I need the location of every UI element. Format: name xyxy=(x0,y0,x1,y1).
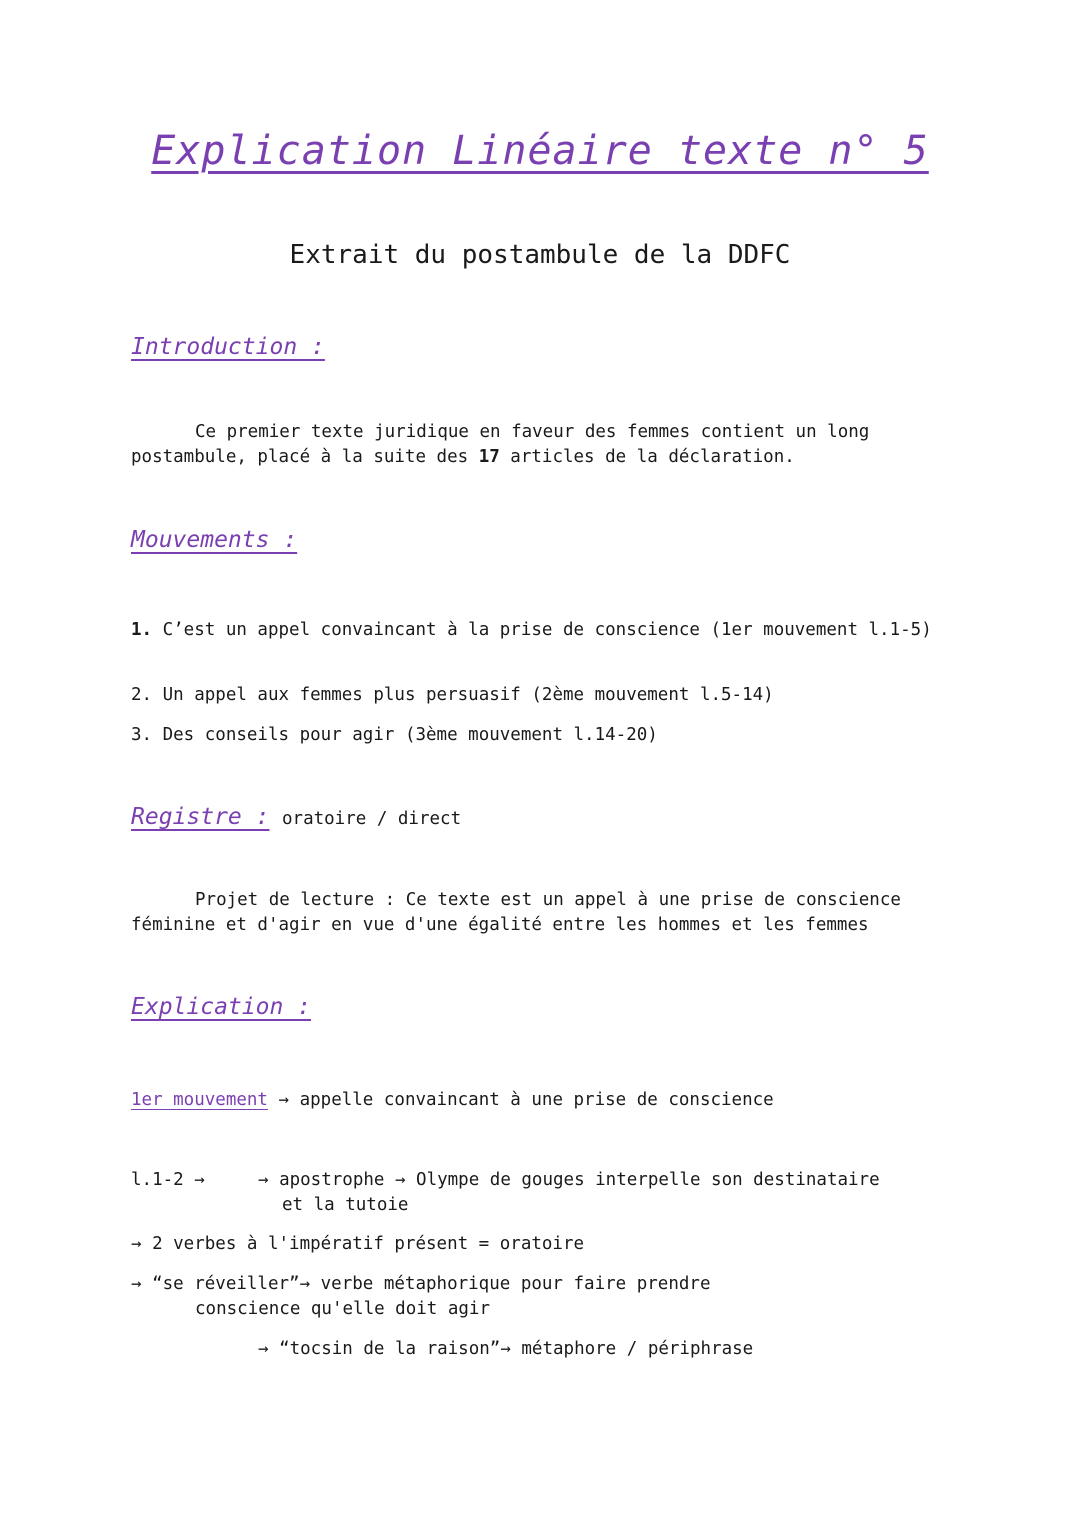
analysis-bullet-3: → “tocsin de la raison”→ métaphore / périphrase xyxy=(258,1339,754,1359)
line-reference-note-1: → apostrophe → Olympe de gouges interpelle son destinataire xyxy=(258,1170,880,1190)
registre-value: oratoire / direct xyxy=(282,809,462,829)
mouvement-item-1 xyxy=(131,618,946,643)
introduction-heading: Introduction : xyxy=(131,334,325,360)
mouvement-item-3 xyxy=(131,723,951,748)
analysis-bullet-1: → 2 verbes à l'impératif présent = oratoire xyxy=(131,1234,585,1254)
line-reference-note-2: et la tutoie xyxy=(282,1195,409,1215)
mouvement-item-number: 2. xyxy=(131,685,153,705)
analysis-bullet-2-line-2: conscience qu'elle doit agir xyxy=(195,1299,491,1319)
mouvement-1-description: → appelle convaincant à une prise de conscience xyxy=(278,1090,774,1110)
mouvement-item-text: Un appel aux femmes plus persuasif (2ème mouvement l.5-14) xyxy=(152,685,774,705)
line-reference: l.1-2 → xyxy=(131,1170,205,1190)
mouvement-item-number: 3. xyxy=(131,725,153,745)
projet-de-lecture: Projet de lecture : Ce texte est un appel à une prise de conscience féminine et d'agir en vue d'une égalité entre les hommes et les femmes xyxy=(131,890,901,935)
mouvement-1-line xyxy=(131,1088,774,1113)
analysis-bullet-2-line-1: → “se réveiller”→ verbe métaphorique pour faire prendre xyxy=(131,1274,711,1294)
mouvements-heading: Mouvements : xyxy=(131,527,298,553)
page-title xyxy=(0,128,1080,174)
explication-heading: Explication : xyxy=(131,994,312,1020)
mouvement-item-text: C’est un appel convaincant à la prise de conscience (1er mouvement l.1-5) xyxy=(152,620,932,640)
page-subtitle: Extrait du postambule de la DDFC xyxy=(289,240,791,270)
introduction-text-1: Ce premier texte juridique en faveur des femmes contient un long postambule, placé à la suite des xyxy=(131,422,870,467)
introduction-paragraph xyxy=(131,420,951,470)
mouvement-1-label: 1er mouvement xyxy=(131,1090,268,1110)
mouvement-item-text: Des conseils pour agir (3ème mouvement l.14-20) xyxy=(152,725,658,745)
introduction-text-bold: 17 xyxy=(478,447,500,467)
introduction-text-2: articles de la déclaration. xyxy=(499,447,795,467)
page-title-text: Explication Linéaire texte n° 5 xyxy=(151,128,929,174)
registre-heading: Registre : xyxy=(131,804,270,830)
mouvement-item-2 xyxy=(131,683,951,708)
mouvement-item-number: 1. xyxy=(131,620,153,640)
